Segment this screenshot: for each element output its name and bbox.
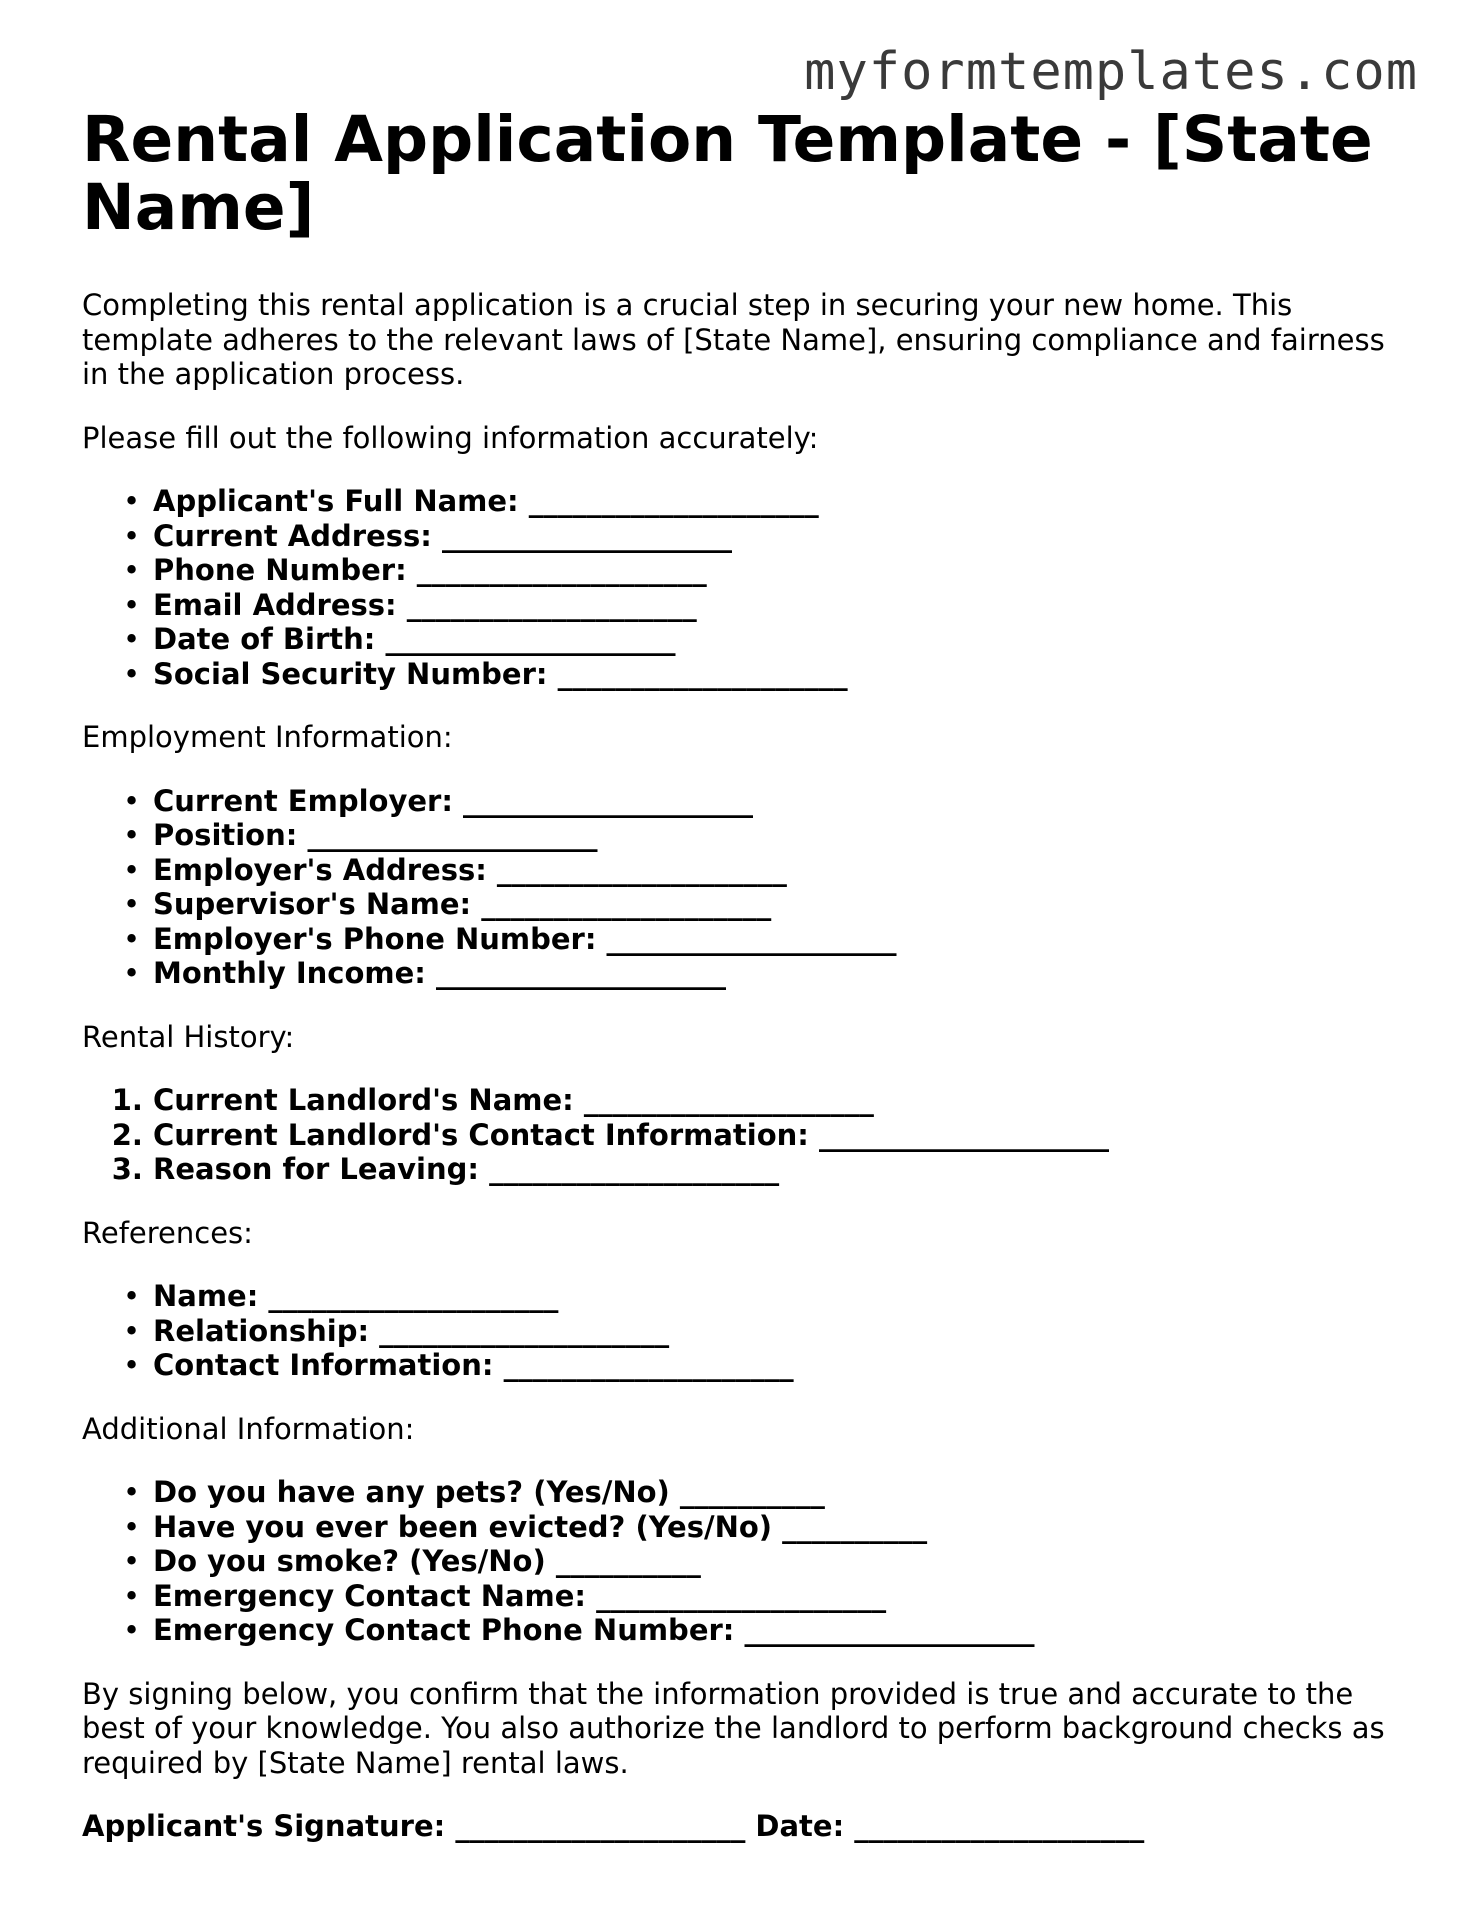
references-heading: References: <box>82 1215 253 1250</box>
list-item: • Phone Number: ____________________ <box>153 553 1412 588</box>
list-item: • Name: ____________________ <box>153 1279 1412 1314</box>
rental-history-heading: Rental History: <box>82 1019 295 1054</box>
closing-paragraph: By signing below, you confirm that the information provided is true and accurate to the best of your knowledge. You also authorize the landlord to perform background checks as required by [State Name] rental laws. <box>82 1676 1385 1780</box>
list-item: • Employer's Address: ____________________ <box>153 853 1412 888</box>
list-item: • Current Address: ____________________ <box>153 519 1412 554</box>
references-list <box>82 1279 1412 1383</box>
instruction-text: Please fill out the following information accurately: <box>82 420 819 455</box>
list-item: • Contact Information: ____________________ <box>153 1348 1412 1383</box>
additional-info-list <box>82 1475 1412 1648</box>
watermark: myformtemplates.com <box>804 42 1418 102</box>
list-item: • Monthly Income: ____________________ <box>153 956 1412 991</box>
list-item: • Employer's Phone Number: ____________________ <box>153 922 1412 957</box>
employment-fields-list <box>82 784 1412 991</box>
list-item: • Current Employer: ____________________ <box>153 784 1412 819</box>
list-item: • Have you ever been evicted? (Yes/No) __________ <box>153 1510 1412 1545</box>
page-title: Rental Application Template - [State Name] <box>82 103 1373 244</box>
document-body <box>82 103 1412 1844</box>
employment-heading: Employment Information: <box>82 720 453 754</box>
list-item: 2. Current Landlord's Contact Information: ____________________ <box>153 1118 1412 1153</box>
list-item: • Emergency Contact Phone Number: ____________________ <box>153 1613 1412 1648</box>
list-item: • Supervisor's Name: ____________________ <box>153 887 1412 922</box>
list-item: • Social Security Number: ____________________ <box>153 657 1412 692</box>
list-item: • Email Address: ____________________ <box>153 588 1412 623</box>
list-item: • Do you smoke? (Yes/No) __________ <box>153 1544 1412 1579</box>
intro-paragraph: Completing this rental application is a crucial step in securing your new home. This template adheres to the relevant laws of [State Name], ensuring compliance and fairness in the application process. <box>82 288 1385 391</box>
signature-line: Applicant's Signature: ____________________ Date: ____________________ <box>82 1809 1145 1843</box>
list-item: • Do you have any pets? (Yes/No) __________ <box>153 1475 1412 1510</box>
list-item: 3. Reason for Leaving: ____________________ <box>153 1152 1412 1187</box>
list-item: • Emergency Contact Name: ____________________ <box>153 1579 1412 1614</box>
list-item: • Applicant's Full Name: ____________________ <box>153 484 1412 519</box>
applicant-fields-list <box>82 484 1412 691</box>
rental-history-list <box>82 1083 1412 1187</box>
list-item: • Date of Birth: ____________________ <box>153 622 1412 657</box>
list-item: 1. Current Landlord's Name: ____________________ <box>153 1083 1412 1118</box>
list-item: • Position: ____________________ <box>153 818 1412 853</box>
list-item: • Relationship: ____________________ <box>153 1314 1412 1349</box>
additional-info-heading: Additional Information: <box>82 1411 415 1446</box>
